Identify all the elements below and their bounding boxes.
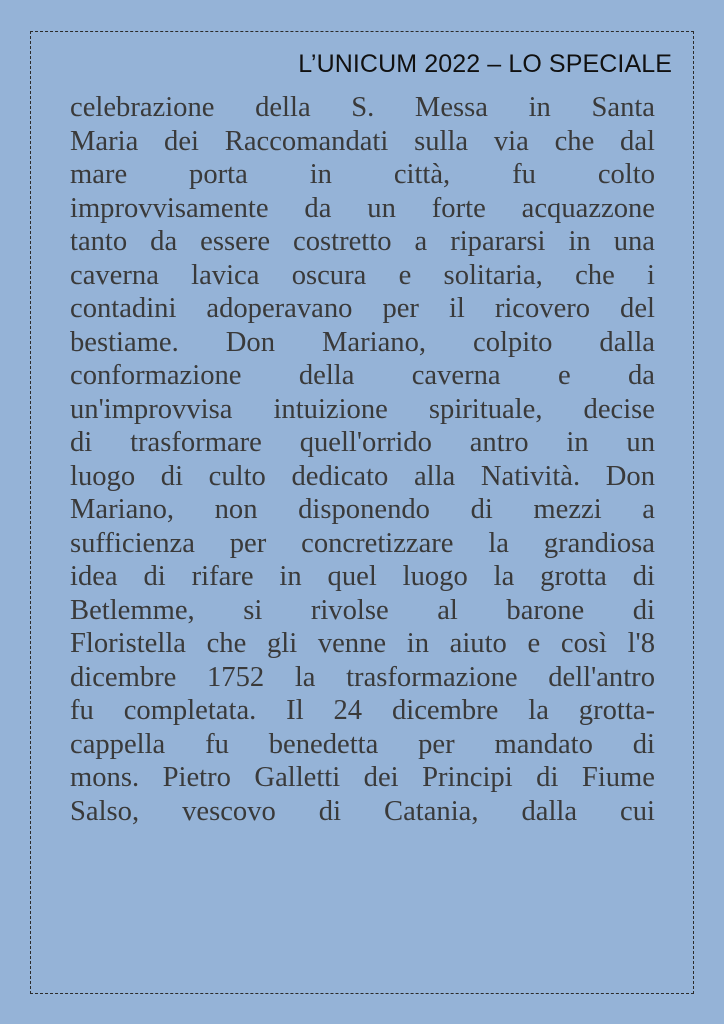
text-line: Maria dei Raccomandati sulla via che dal <box>70 125 655 157</box>
article-body <box>70 91 655 828</box>
text-line: bestiame. Don Mariano, colpito dalla <box>70 326 655 358</box>
text-line: Betlemme, si rivolse al barone di <box>70 594 655 626</box>
text-line: contadini adoperavano per il ricovero del <box>70 293 655 324</box>
text-line: tanto da essere costretto a ripararsi in una <box>70 226 655 257</box>
text-line: Mariano, non disponendo di mezzi a <box>70 494 655 525</box>
text-line: celebrazione della S. Messa in Santa <box>70 92 655 123</box>
text-line: mare porta in città, fu colto <box>70 159 655 190</box>
text-line: di trasformare quell'orrido antro in un <box>70 427 655 458</box>
text-line: cappella fu benedetta per mandato di <box>70 728 655 760</box>
text-line: idea di rifare in quel luogo la grotta di <box>70 561 655 592</box>
text-line: dicembre 1752 la trasformazione dell'antro <box>70 661 655 693</box>
text-line: luogo di culto dedicato alla Natività. Don <box>70 460 655 492</box>
text-line: Salso, vescovo di Catania, dalla cui <box>70 795 655 827</box>
text-line: caverna lavica oscura e solitaria, che i <box>70 259 655 291</box>
text-line: fu completata. Il 24 dicembre la grotta- <box>70 695 655 726</box>
text-line: sufficienza per concretizzare la grandiosa <box>70 527 655 559</box>
text-line: Floristella che gli venne in aiuto e così l'8 <box>70 628 655 659</box>
text-line: un'improvvisa intuizione spirituale, decise <box>70 393 655 425</box>
text-line: improvvisamente da un forte acquazzone <box>70 192 655 224</box>
text-line: conformazione della caverna e da <box>70 360 655 391</box>
text-line: mons. Pietro Galletti dei Principi di Fiume <box>70 762 655 793</box>
page-header: L’UNICUM 2022 – LO SPECIALE <box>298 50 672 78</box>
